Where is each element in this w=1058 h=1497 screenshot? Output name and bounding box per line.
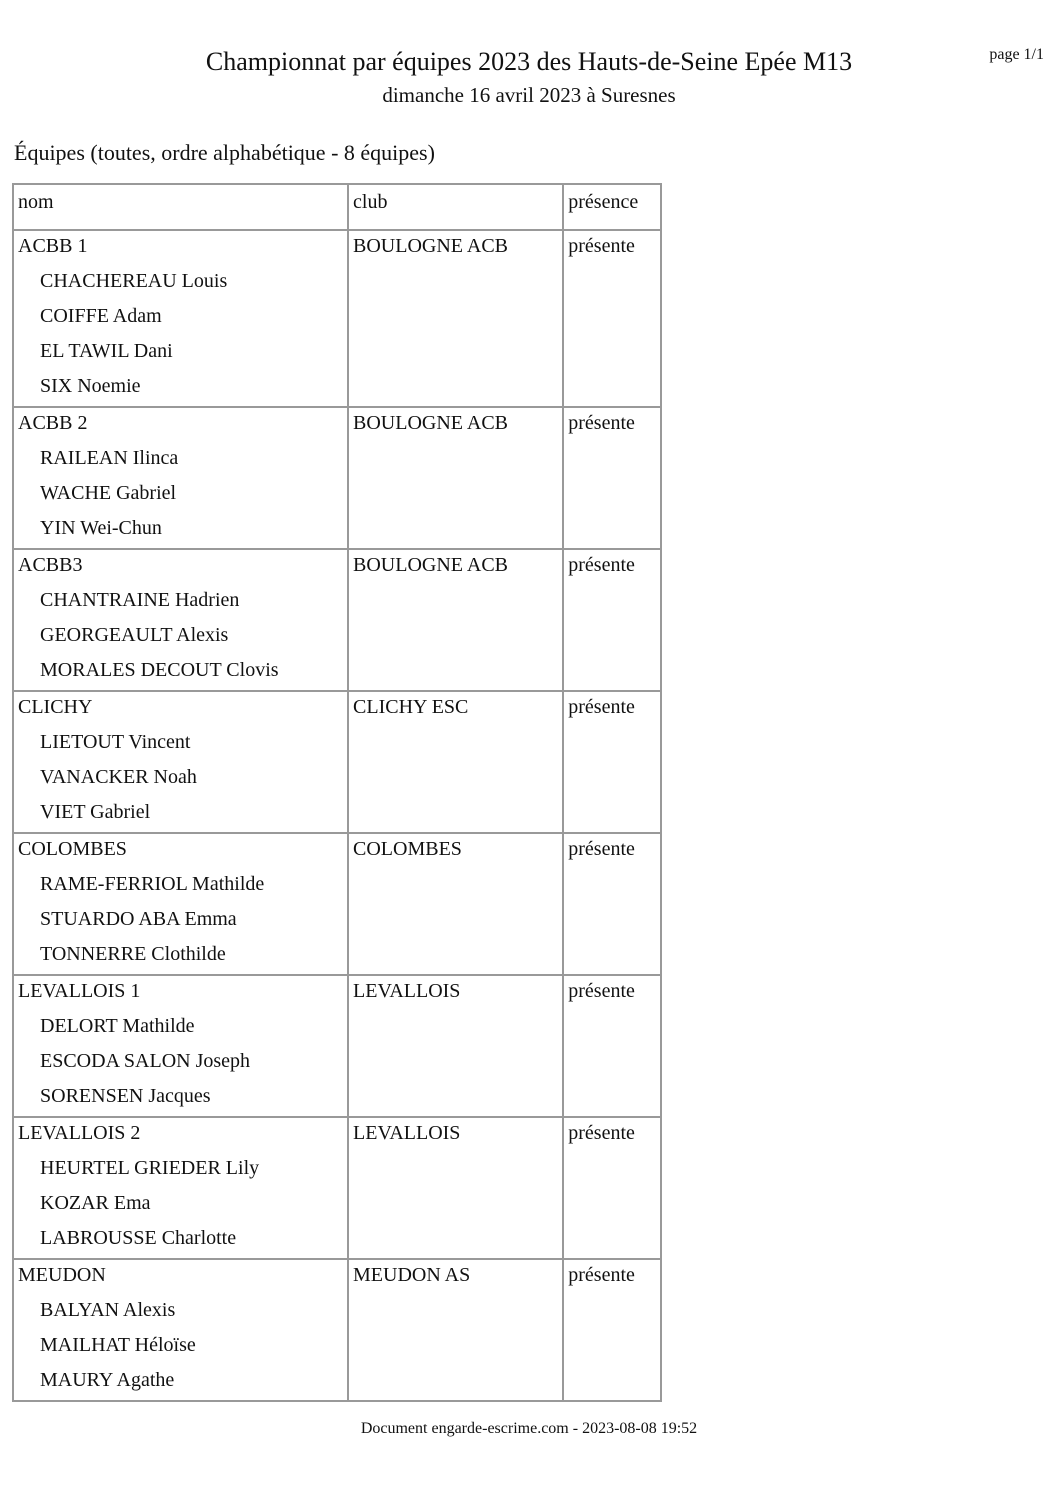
document-title: Championnat par équipes 2023 des Hauts-de-Seine Epée M13 [205, 47, 853, 76]
team-member: BALYAN Alexis [40, 1299, 176, 1321]
team-name: LEVALLOIS 1 [18, 980, 141, 1002]
team-member: TONNERRE Clothilde [40, 943, 226, 965]
team-member: CHANTRAINE Hadrien [40, 589, 240, 611]
club-cell [348, 975, 563, 1117]
table-row [13, 407, 661, 549]
club-name: CLICHY ESC [353, 696, 469, 718]
team-name: ACBB 2 [18, 412, 88, 434]
team-name: MEUDON [18, 1264, 106, 1286]
section-heading: Équipes (toutes, ordre alphabétique - 8 équipes) [14, 140, 435, 165]
team-name-cell [13, 975, 348, 1117]
table-header-row [13, 184, 661, 230]
document-footer: Document engarde-escrime.com - 2023-08-08 19:52 [360, 1420, 698, 1437]
presence-cell [563, 691, 661, 833]
column-header-club: club [348, 184, 563, 230]
table-row [13, 230, 661, 407]
team-name-cell [13, 1117, 348, 1259]
club-cell [348, 1259, 563, 1401]
club-cell [348, 691, 563, 833]
table-row [13, 691, 661, 833]
team-member: YIN Wei-Chun [40, 517, 162, 539]
team-member: SORENSEN Jacques [40, 1085, 211, 1107]
club-name: LEVALLOIS [353, 980, 461, 1002]
presence-cell [563, 975, 661, 1117]
presence-status: présente [568, 554, 635, 576]
team-member: KOZAR Ema [40, 1192, 151, 1214]
team-member: SIX Noemie [40, 375, 141, 397]
document-subtitle: dimanche 16 avril 2023 à Suresnes [382, 83, 676, 107]
presence-cell [563, 1259, 661, 1401]
club-cell [348, 1117, 563, 1259]
team-member: COIFFE Adam [40, 305, 162, 327]
table-row [13, 549, 661, 691]
presence-status: présente [568, 980, 635, 1002]
presence-cell [563, 407, 661, 549]
presence-cell [563, 230, 661, 407]
teams-table-body [13, 230, 661, 1401]
team-member: RAME-FERRIOL Mathilde [40, 873, 265, 895]
table-row [13, 975, 661, 1117]
club-name: MEUDON AS [353, 1264, 471, 1286]
club-cell [348, 833, 563, 975]
club-cell [348, 549, 563, 691]
team-member: STUARDO ABA Emma [40, 908, 237, 930]
page-number: page 1/1 [989, 46, 1044, 63]
team-member: HEURTEL GRIEDER Lily [40, 1157, 260, 1179]
presence-cell [563, 833, 661, 975]
club-name: BOULOGNE ACB [353, 235, 509, 257]
team-member: GEORGEAULT Alexis [40, 624, 229, 646]
team-member: VIET Gabriel [40, 801, 151, 823]
presence-status: présente [568, 838, 635, 860]
presence-status: présente [568, 235, 635, 257]
column-header-presence: présence [563, 184, 661, 230]
presence-status: présente [568, 1264, 635, 1286]
presence-status: présente [568, 412, 635, 434]
team-name: ACBB 1 [18, 235, 88, 257]
team-member: LABROUSSE Charlotte [40, 1227, 237, 1249]
team-member: ESCODA SALON Joseph [40, 1050, 251, 1072]
team-name-cell [13, 407, 348, 549]
team-member: MAILHAT Héloïse [40, 1334, 196, 1356]
club-cell [348, 230, 563, 407]
team-member: VANACKER Noah [40, 766, 197, 788]
team-member: MAURY Agathe [40, 1369, 175, 1391]
team-name-cell [13, 230, 348, 407]
team-member: EL TAWIL Dani [40, 340, 173, 362]
team-name: CLICHY [18, 696, 93, 718]
team-member: RAILEAN Ilinca [40, 447, 179, 469]
club-cell [348, 407, 563, 549]
team-member: WACHE Gabriel [40, 482, 177, 504]
document-header [0, 44, 1058, 110]
team-member: LIETOUT Vincent [40, 731, 191, 753]
column-header-name: nom [13, 184, 348, 230]
presence-status: présente [568, 696, 635, 718]
team-member: DELORT Mathilde [40, 1015, 195, 1037]
presence-cell [563, 1117, 661, 1259]
club-name: LEVALLOIS [353, 1122, 461, 1144]
presence-status: présente [568, 1122, 635, 1144]
team-name-cell [13, 549, 348, 691]
team-name-cell [13, 691, 348, 833]
presence-cell [563, 549, 661, 691]
teams-table [12, 183, 662, 1402]
team-name: ACBB3 [18, 554, 83, 576]
table-row [13, 1259, 661, 1401]
team-name: COLOMBES [18, 838, 127, 860]
club-name: BOULOGNE ACB [353, 554, 509, 576]
table-row [13, 1117, 661, 1259]
team-member: CHACHEREAU Louis [40, 270, 228, 292]
team-name: LEVALLOIS 2 [18, 1122, 141, 1144]
team-name-cell [13, 1259, 348, 1401]
club-name: BOULOGNE ACB [353, 412, 509, 434]
team-name-cell [13, 833, 348, 975]
table-row [13, 833, 661, 975]
team-member: MORALES DECOUT Clovis [40, 659, 279, 681]
club-name: COLOMBES [353, 838, 462, 860]
